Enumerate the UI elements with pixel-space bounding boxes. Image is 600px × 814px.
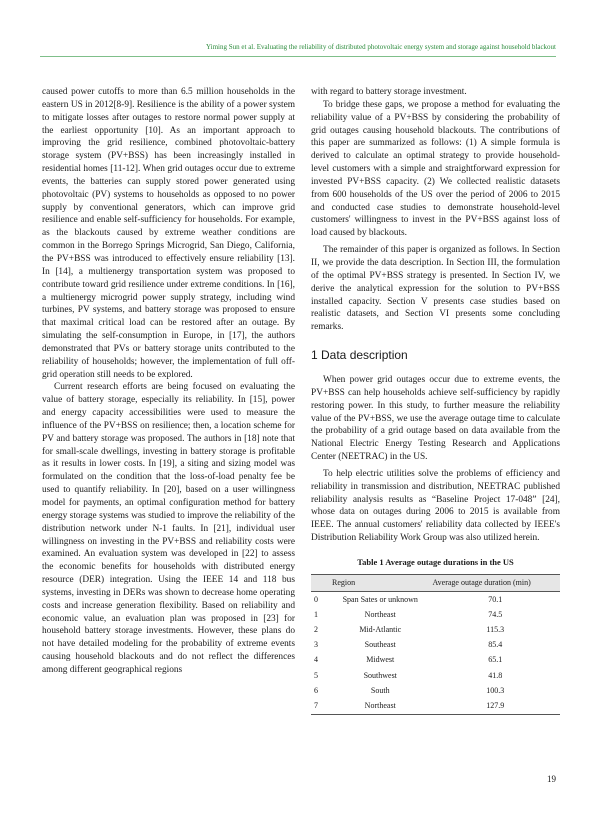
table-cell: 4 [314,655,318,665]
table-row [311,698,560,714]
table-header-cell: Region [330,575,430,592]
table-row [311,592,560,608]
table-row [311,653,560,668]
table-row [311,622,560,637]
table-cell: 3 [314,640,318,650]
table-cell: 70.1 [488,594,503,604]
table-cell: 74.5 [488,609,503,619]
table-cell: Midwest [366,655,395,665]
paragraph: To help electric utilities solve the problems of efficiency and reliability in transmission and distribution, NEETRAC published reliability analysis results as “Baseline Project 17-048” [24], whose data on outages during 2006 to 2015 is available from IEEE. The annual customers' reliability data collected by IEEE's Distribution Reliability Work Group was also utilized herein. [311,468,560,544]
table-cell: 115.3 [486,624,505,634]
table-cell: 6 [314,685,318,695]
table-cell: Northeast [364,609,396,619]
table-cell: 7 [311,698,330,714]
outage-table [311,574,560,715]
table-header-row [311,575,560,592]
table-cell: 5 [314,670,318,680]
table-cell: South [370,685,390,695]
table-cell: Southwest [363,670,397,680]
table-row [311,607,560,622]
section-heading: 1 Data description [311,348,408,363]
table-cell: Span Sates or unknown [342,594,418,604]
table-cell: 2 [314,624,318,634]
table-cell: 127.9 [430,698,560,714]
running-header: Yiming Sun et al. Evaluating the reliability of distributed photovoltaic energy system and storage against household blackout [206,43,556,51]
table-cell: 41.8 [488,670,503,680]
paragraph: with regard to battery storage investment. [311,87,467,97]
table-caption: Table 1 Average outage durations in the US [357,557,514,567]
paragraph: When power grid outages occur due to extreme events, the PV+BSS can help households achieve self-sufficiency by rapidly restoring power. In this study, to further measure the reliability value of the PV+BSS, we use the average outage time to calculate the probability of a grid outage based on data available from the National Electric Energy Testing Research and Applications Center (NEETRAC) in the US. [311,375,560,463]
table-row [311,638,560,653]
right-column [311,86,560,715]
table-row [311,668,560,683]
table-cell: 1 [314,609,318,619]
paragraph: caused power cutoffs to more than 6.5 million households in the eastern US in 2012[8-9]. Resilience is the ability of a power system to mitigate losses after outages to restore normal power supply at the earliest opportunity [10]. As an important approach to improving the grid resilience, combined photovoltaic-battery storage system (PV+BSS) has been increasingly installed in residential homes [11-12]. When grid outages occur due to extreme events, the batteries can supply stored power generated using photovoltaic (PV) systems to households as opposed to no power supply by conventional generators, which can improve grid resilience and enable self-sufficiency for households. For example, as the blackouts caused by extreme weather conditions are common in the Borrego Springs Microgrid, San Diego, California, the PV+BSS was introduced to effectively ensure reliability [13]. In [14], a multienergy transportation system was proposed to contribute toward grid resilience under extreme conditions. In [16], a multienergy microgrid power supply strategy, including wind turbines, PV systems, and battery storage was proposed to ensure that maximal critical load can be restored after an outage. By simulating the self-consumption in Europe, in [17], the authors demonstrated that PVs or battery storage units contributed to the reliability of households; however, the implementation of full off-grid operation still needs to be explored. [42,87,295,380]
paragraph: To bridge these gaps, we propose a method for evaluating the reliability value of a PV+BSS by considering the probability of grid outages causing household blackouts. The contributions of this paper are summarized as follows: (1) A simple formula is derived to calculate an optimal strategy to provide household-level customers with a simple and straightforward expression for invested PV+BSS capacity. (2) We collected realistic datasets from 600 households of the US over the period of 2006 to 2015 and conducted case studies to demonstrate household-level customers' willingness to invest in the PV+BSS against loss of load caused by blackouts. [311,99,560,239]
table-cell: Mid-Atlantic [359,624,402,634]
left-column [42,86,295,677]
table-cell: 0 [314,594,318,604]
table-cell: 85.4 [488,640,503,650]
table-cell: 100.3 [486,685,505,695]
table-cell: Northeast [330,698,430,714]
table-row [311,683,560,698]
page-number: 19 [547,774,556,784]
paragraph: The remainder of this paper is organized as follows. In Section II, we provide the data description. In Section III, the formulation of the optimal PV+BSS strategy is presented. In Section IV, we derive the analytical expression for the solution to PV+BSS installed capacity. Section V presents case studies based on realistic datasets, and Section VI presents some concluding remarks. [311,245,560,333]
table-header-cell: Average outage duration (min) [430,575,560,592]
table-cell: 65.1 [488,655,503,665]
paragraph: Current research efforts are being focused on evaluating the value of battery storage, especially its reliability. In [15], power and energy capacity accessibilities were used to measure the influence of the PV+BSS on resilience; then, a location scheme for PV and battery storage was proposed. The authors in [18] note that for small-scale dwellings, investing in battery storage is profitable as it results in lower costs. In [19], a siting and sizing model was formulated on the condition that the loss-of-load penalty fee be used to quantify reliability. In [20], based on a user willingness model for payments, an optimal configuration method for battery energy storage systems was studied to improve the reliability of the distribution network under N-1 faults. In [21], individual user willingness on investing in the PV+BSS and reliability costs were examined. An evaluation system was developed in [22] to assess the economic benefits for households with distributed energy resource (DER) integration. Using the IEEE 14 and 118 bus systems, investing in DERs was shown to decrease home operating costs and increase generation flexibility. Based on reliability and economic value, an evaluation plan was proposed in [23] for household battery storage investments. However, these plans do not have detailed modeling for the probability of extreme events causing household blackouts and do not reflect the differences among different geographical regions [42,382,295,675]
header-rule [40,56,556,57]
table-cell: Southeast [364,640,396,650]
table-header-cell [311,575,330,592]
